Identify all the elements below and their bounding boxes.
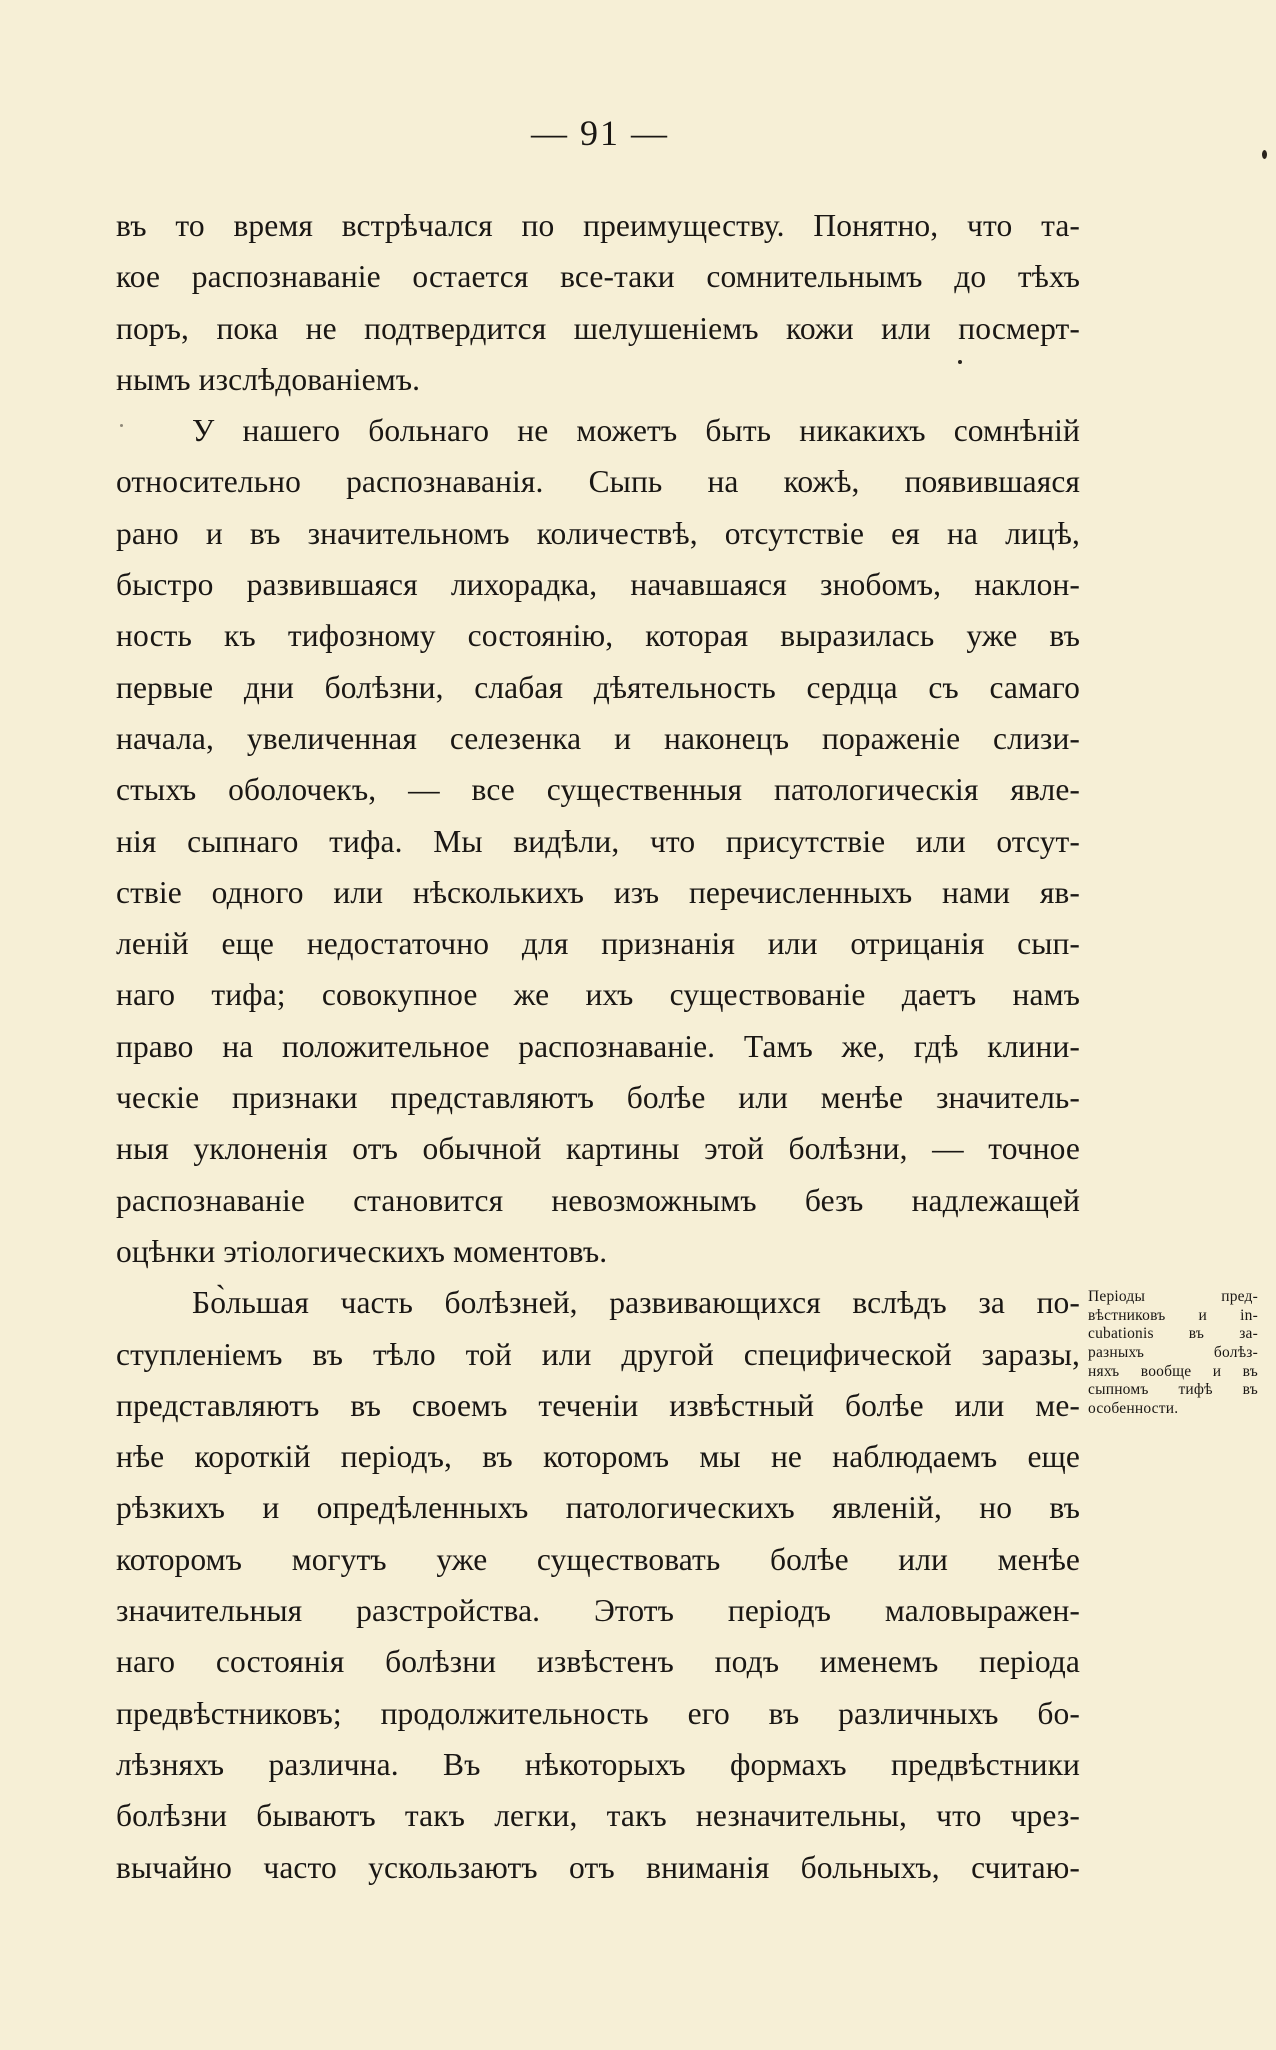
text-line: предвѣстниковъ; продолжительность его въ различныхъ бо- [116, 1695, 1080, 1731]
text-line: представляютъ въ своемъ теченіи извѣстный болѣе или ме- [116, 1387, 1080, 1423]
text-line: лѣзняхъ различна. Въ нѣкоторыхъ формахъ предвѣстники [116, 1746, 1080, 1782]
margin-note-line: разныхъ болѣз- [1088, 1344, 1258, 1362]
margin-note-line: cubationis въ за- [1088, 1325, 1258, 1343]
text-line: ствіе одного или нѣсколькихъ изъ перечисленныхъ нами яв- [116, 874, 1080, 910]
text-line: кое распознаваніе остается все-таки сомнительнымъ до тѣхъ [116, 259, 1080, 295]
text-line: ческіе признаки представляютъ болѣе или менѣе значитель- [116, 1080, 1080, 1116]
paper-speck [120, 424, 123, 427]
text-line: болѣзни бываютъ такъ легки, такъ незначительны, что чрез- [116, 1798, 1080, 1834]
text-line: стыхъ оболочекъ, — все существенныя патологическія явле- [116, 772, 1080, 808]
text-line: ступленіемъ въ тѣло той или другой специфической заразы, [116, 1336, 1080, 1372]
margin-note-line: особенности. [1088, 1400, 1179, 1418]
text-line: первые дни болѣзни, слабая дѣятельность сердца съ самаго [116, 669, 1080, 705]
text-line: нѣе короткій періодъ, въ которомъ мы не наблюдаемъ еще [116, 1439, 1080, 1475]
text-line: У нашего больнаго не можетъ быть никакихъ сомнѣній [192, 413, 1080, 449]
text-line: оцѣнки этіологическихъ моментовъ. [116, 1233, 608, 1269]
paragraph-3 [116, 1277, 1080, 1893]
margin-note-line: няхъ вообще и въ [1088, 1362, 1258, 1380]
text-line: наго тифа; совокупное же ихъ существованіе даетъ намъ [116, 977, 1080, 1013]
main-text [116, 200, 1080, 1893]
text-line: ныя уклоненія отъ обычной картины этой болѣзни, — точное [116, 1131, 1080, 1167]
margin-note [1088, 1288, 1258, 1419]
text-line: право на положительное распознаваніе. Тамъ же, гдѣ клини- [116, 1028, 1080, 1064]
text-line: наго состоянія болѣзни извѣстенъ подъ именемъ періода [116, 1644, 1080, 1680]
text-line: рано и въ значительномъ количествѣ, отсутствіе ея на лицѣ, [116, 515, 1080, 551]
margin-note-line: вѣстниковъ и in- [1088, 1306, 1258, 1324]
text-line: вычайно часто ускользаютъ отъ вниманія больныхъ, считаю- [116, 1849, 1080, 1885]
text-line: ность къ тифозному состоянію, которая выразилась уже въ [116, 618, 1080, 654]
paragraph-2 [116, 405, 1080, 1277]
paper-speck [1262, 150, 1267, 159]
text-line: относительно распознаванія. Сыпь на кожѣ, появившаяся [116, 464, 1080, 500]
paper-speck [958, 360, 962, 364]
page-number: — 91 — [531, 113, 669, 153]
text-line: леній еще недостаточно для признанія или отрицанія сып- [116, 926, 1080, 962]
margin-note-line: сыпномъ тифѣ въ [1088, 1381, 1258, 1399]
text-line: въ то время встрѣчался по преимуществу. Понятно, что та- [116, 208, 1080, 243]
text-line: которомъ могутъ уже существовать болѣе или менѣе [116, 1541, 1080, 1577]
text-line: Бо̀льшая часть болѣзней, развивающихся вслѣдъ за по- [192, 1285, 1080, 1321]
text-line: значительныя разстройства. Этотъ періодъ маловыражен- [116, 1593, 1080, 1629]
text-line: рѣзкихъ и опредѣленныхъ патологическихъ явленій, но въ [116, 1490, 1080, 1526]
text-line: быстро развившаяся лихорадка, начавшаяся знобомъ, наклон- [116, 567, 1080, 603]
margin-note-line: Періоды пред- [1088, 1288, 1258, 1305]
text-line: поръ, пока не подтвердится шелушеніемъ кожи или посмерт- [116, 310, 1080, 346]
text-line: начала, увеличенная селезенка и наконецъ пораженіе слизи- [116, 720, 1080, 756]
text-line: распознаваніе становится невозможнымъ безъ надлежащей [116, 1182, 1080, 1218]
text-line: нымъ изслѣдованіемъ. [116, 361, 421, 397]
text-line: нія сыпнаго тифа. Мы видѣли, что присутствіе или отсут- [116, 823, 1080, 859]
paragraph-1 [116, 200, 1080, 405]
